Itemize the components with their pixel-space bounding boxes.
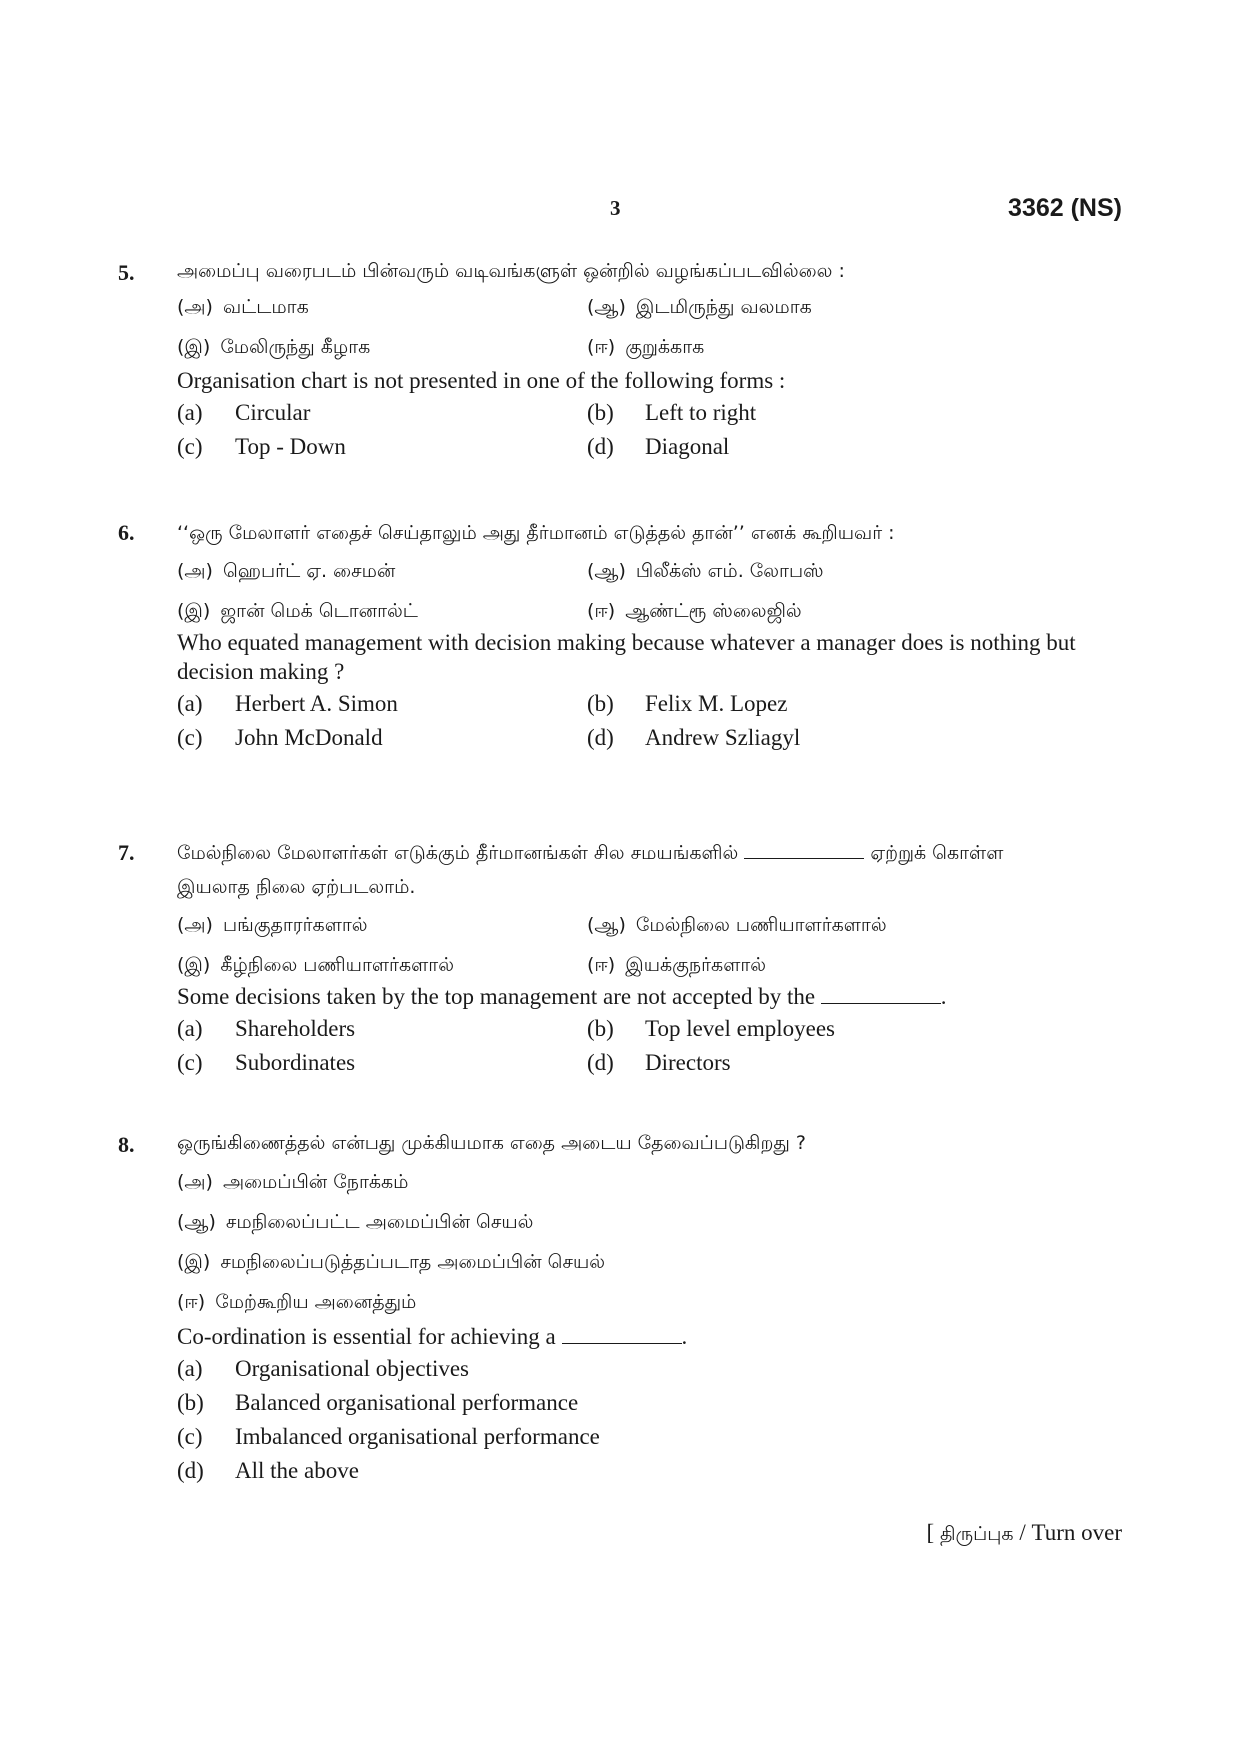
question-6 bbox=[118, 516, 1076, 754]
option-tamil-aa: (ஆ) பிலீக்ஸ் எம். லோபஸ் bbox=[587, 560, 824, 582]
option-c: (c) Top - Down bbox=[177, 433, 346, 459]
option-a: (a) Herbert A. Simon bbox=[177, 690, 398, 716]
question-7 bbox=[118, 836, 1068, 1079]
question-text-english: Some decisions taken by the top management are not accepted by the . bbox=[177, 984, 947, 1009]
option-tamil-a: (அ) ஹெபர்ட் ஏ. சைமன் bbox=[177, 560, 396, 582]
option-tamil-ii: (ஈ) மேற்கூறிய அனைத்தும் bbox=[177, 1291, 417, 1313]
option-tamil-a: (அ) வட்டமாக bbox=[177, 296, 309, 318]
option-tamil-i: (இ) ஜான் மெக் டொனால்ட் bbox=[177, 600, 418, 622]
option-c: (c) Subordinates bbox=[177, 1049, 356, 1075]
turn-over-note: [ திருப்புக / Turn over bbox=[926, 1520, 1122, 1545]
answer-blank bbox=[821, 985, 941, 1004]
question-number: 6. bbox=[118, 520, 135, 545]
question-5 bbox=[118, 258, 1068, 463]
option-b: (b) Felix M. Lopez bbox=[587, 690, 788, 716]
option-b: (b) Left to right bbox=[587, 399, 757, 425]
question-text-english: Organisation chart is not presented in one of the following forms : bbox=[177, 368, 786, 393]
question-text-tamil: ‘‘ஒரு மேலாளர் எதைச் செய்தாலும் அது தீர்மானம் எடுத்தல் தான்’’ எனக் கூறியவர் : bbox=[177, 522, 895, 544]
option-a: (a) Circular bbox=[177, 399, 311, 425]
option-tamil-aa: (ஆ) சமநிலைப்பட்ட அமைப்பின் செயல் bbox=[177, 1211, 534, 1233]
question-text-english: Co-ordination is essential for achieving a . bbox=[177, 1324, 688, 1349]
question-8 bbox=[118, 1130, 1068, 1487]
option-tamil-i: (இ) சமநிலைப்படுத்தப்படாத அமைப்பின் செயல் bbox=[177, 1251, 606, 1273]
page-number: 3 bbox=[610, 196, 621, 220]
option-d: (d) Directors bbox=[587, 1049, 731, 1075]
option-tamil-a: (அ) பங்குதாரர்களால் bbox=[177, 914, 368, 936]
option-tamil-a: (அ) அமைப்பின் நோக்கம் bbox=[177, 1171, 409, 1193]
question-number: 5. bbox=[118, 260, 135, 285]
question-text-tamil: ஒருங்கிணைத்தல் என்பது முக்கியமாக எதை அடைய தேவைப்படுகிறது ? bbox=[177, 1132, 807, 1154]
option-c: (c) John McDonald bbox=[177, 724, 383, 750]
paper-code: 3362 (NS) bbox=[1008, 194, 1122, 222]
option-tamil-ii: (ஈ) குறுக்காக bbox=[587, 336, 705, 358]
option-tamil-i: (இ) கீழ்நிலை பணியாளர்களால் bbox=[177, 954, 454, 976]
answer-blank bbox=[562, 1325, 682, 1344]
option-d: (d) All the above bbox=[177, 1457, 359, 1483]
option-tamil-ii: (ஈ) ஆண்ட்ரூ ஸ்லைஜில் bbox=[587, 600, 802, 622]
option-tamil-ii: (ஈ) இயக்குநர்களால் bbox=[587, 954, 767, 976]
question-text-english: Who equated management with decision making because whatever a manager does is nothing but decision making ? bbox=[177, 630, 1076, 684]
option-tamil-aa: (ஆ) மேல்நிலை பணியாளர்களால் bbox=[587, 914, 887, 936]
question-number: 7. bbox=[118, 840, 135, 865]
option-a: (a) Shareholders bbox=[177, 1015, 356, 1041]
option-tamil-i: (இ) மேலிருந்து கீழாக bbox=[177, 336, 371, 358]
question-text-tamil: மேல்நிலை மேலாளர்கள் எடுக்கும் தீர்மானங்கள் சில சமயங்களில் ஏற்றுக் கொள்ள இயலாத நிலை ஏற்படலாம். bbox=[177, 842, 1004, 898]
option-a: (a) Organisational objectives bbox=[177, 1355, 469, 1381]
option-b: (b) Balanced organisational performance bbox=[177, 1389, 579, 1415]
question-text-tamil: அமைப்பு வரைபடம் பின்வரும் வடிவங்களுள் ஒன்றில் வழங்கப்படவில்லை : bbox=[177, 260, 845, 282]
answer-blank bbox=[744, 840, 864, 859]
option-d: (d) Andrew Szliagyl bbox=[587, 724, 801, 750]
question-number: 8. bbox=[118, 1132, 135, 1157]
option-b: (b) Top level employees bbox=[587, 1015, 835, 1041]
option-d: (d) Diagonal bbox=[587, 433, 730, 459]
option-tamil-aa: (ஆ) இடமிருந்து வலமாக bbox=[587, 296, 812, 318]
option-c: (c) Imbalanced organisational performance bbox=[177, 1423, 600, 1449]
